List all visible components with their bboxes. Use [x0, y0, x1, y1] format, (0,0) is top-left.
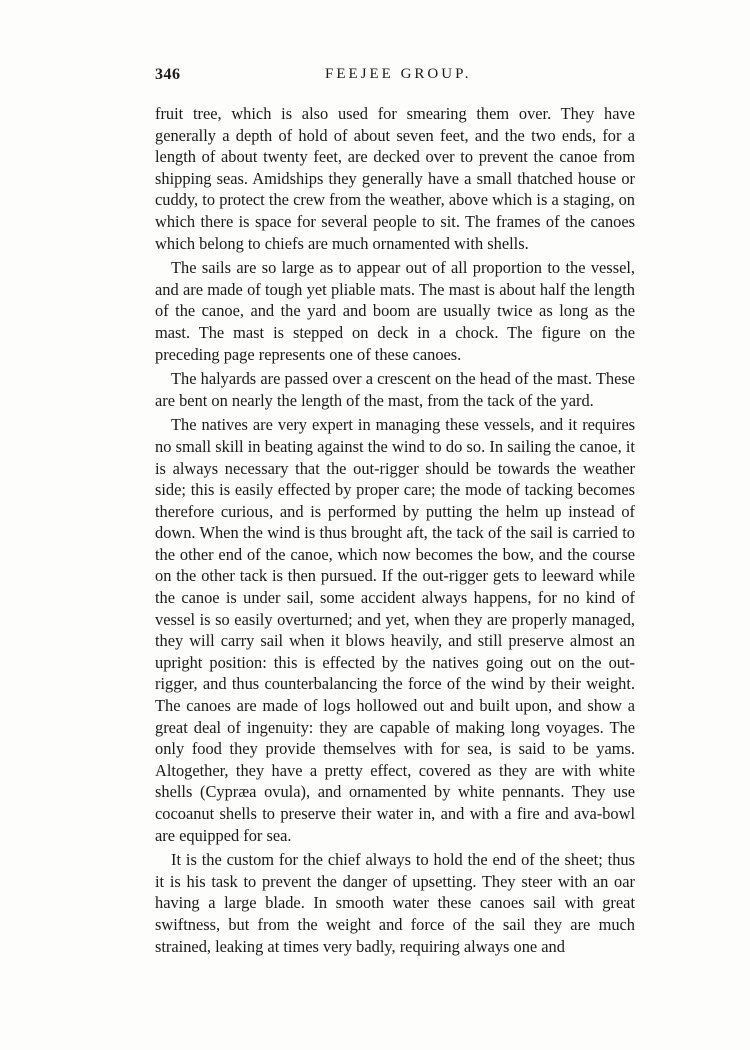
page-header: [155, 66, 637, 90]
paragraph-continuation: fruit tree, which is also used for smearing them over. They have generally a depth of hold of about seven feet, and the two ends, for a length of about twenty feet, are decked over to prevent the canoe from shipping seas. Amidships they generally have a small thatched house or cuddy, to protect the crew from the weather, above which is a staging, on which there is space for several people to sit. The frames of the canoes which belong to chiefs are much ornamented with shells.: [155, 104, 635, 253]
paragraph-sailing: The natives are very expert in managing these vessels, and it requires no small skill in beating against the wind to do so. In sailing the canoe, it is always necessary that the out-rigger should be towards the weather side; this is easily effected by proper care; the mode of tacking becomes therefore curious, and is performed by putting the helm up instead of down. When the wind is thus brought aft, the tack of the sail is carried to the other end of the canoe, which now becomes the bow, and the course on the other tack is then pursued. If the out-rigger gets to leeward while the canoe is under sail, some accident always happens, for no kind of vessel is so easily overturned; and yet, when they are properly managed, they will carry sail when it blows heavily, and still preserve almost an upright position: this is effected by the natives going out on the out-rigger, and thus counterbalancing the force of the wind by their weight. The canoes are made of logs hollowed out and built upon, and show a great deal of ingenuity: they are capable of making long voyages. The only food they provide themselves with for sea, is said to be yams. Altogether, they have a pretty effect, covered as they are with white shells (Cypræa ovula), and ornamented by white pennants. They use cocoanut shells to preserve their water in, and with a fire and ava-bowl are equipped for sea.: [155, 415, 635, 845]
page-number: 346: [155, 66, 181, 83]
paragraph-sails: The sails are so large as to appear out of all proportion to the vessel, and are made of tough yet pliable mats. The mast is about half the length of the canoe, and the yard and boom are usually twice as long as the mast. The mast is stepped on deck in a chock. The figure on the preceding page represents one of these canoes.: [155, 258, 635, 364]
paragraph-halyards: The halyards are passed over a crescent on the head of the mast. These are bent on nearly the length of the mast, from the tack of the yard.: [155, 369, 635, 410]
paragraph-custom: It is the custom for the chief always to hold the end of the sheet; thus it is his task to prevent the danger of upsetting. They steer with an oar having a large blade. In smooth water these canoes sail with great swiftness, but from the weight and force of the sail they are much strained, leaking at times very badly, requiring always one and: [155, 850, 635, 956]
body-text: [155, 103, 635, 957]
running-head: FEEJEE GROUP.: [325, 66, 472, 82]
